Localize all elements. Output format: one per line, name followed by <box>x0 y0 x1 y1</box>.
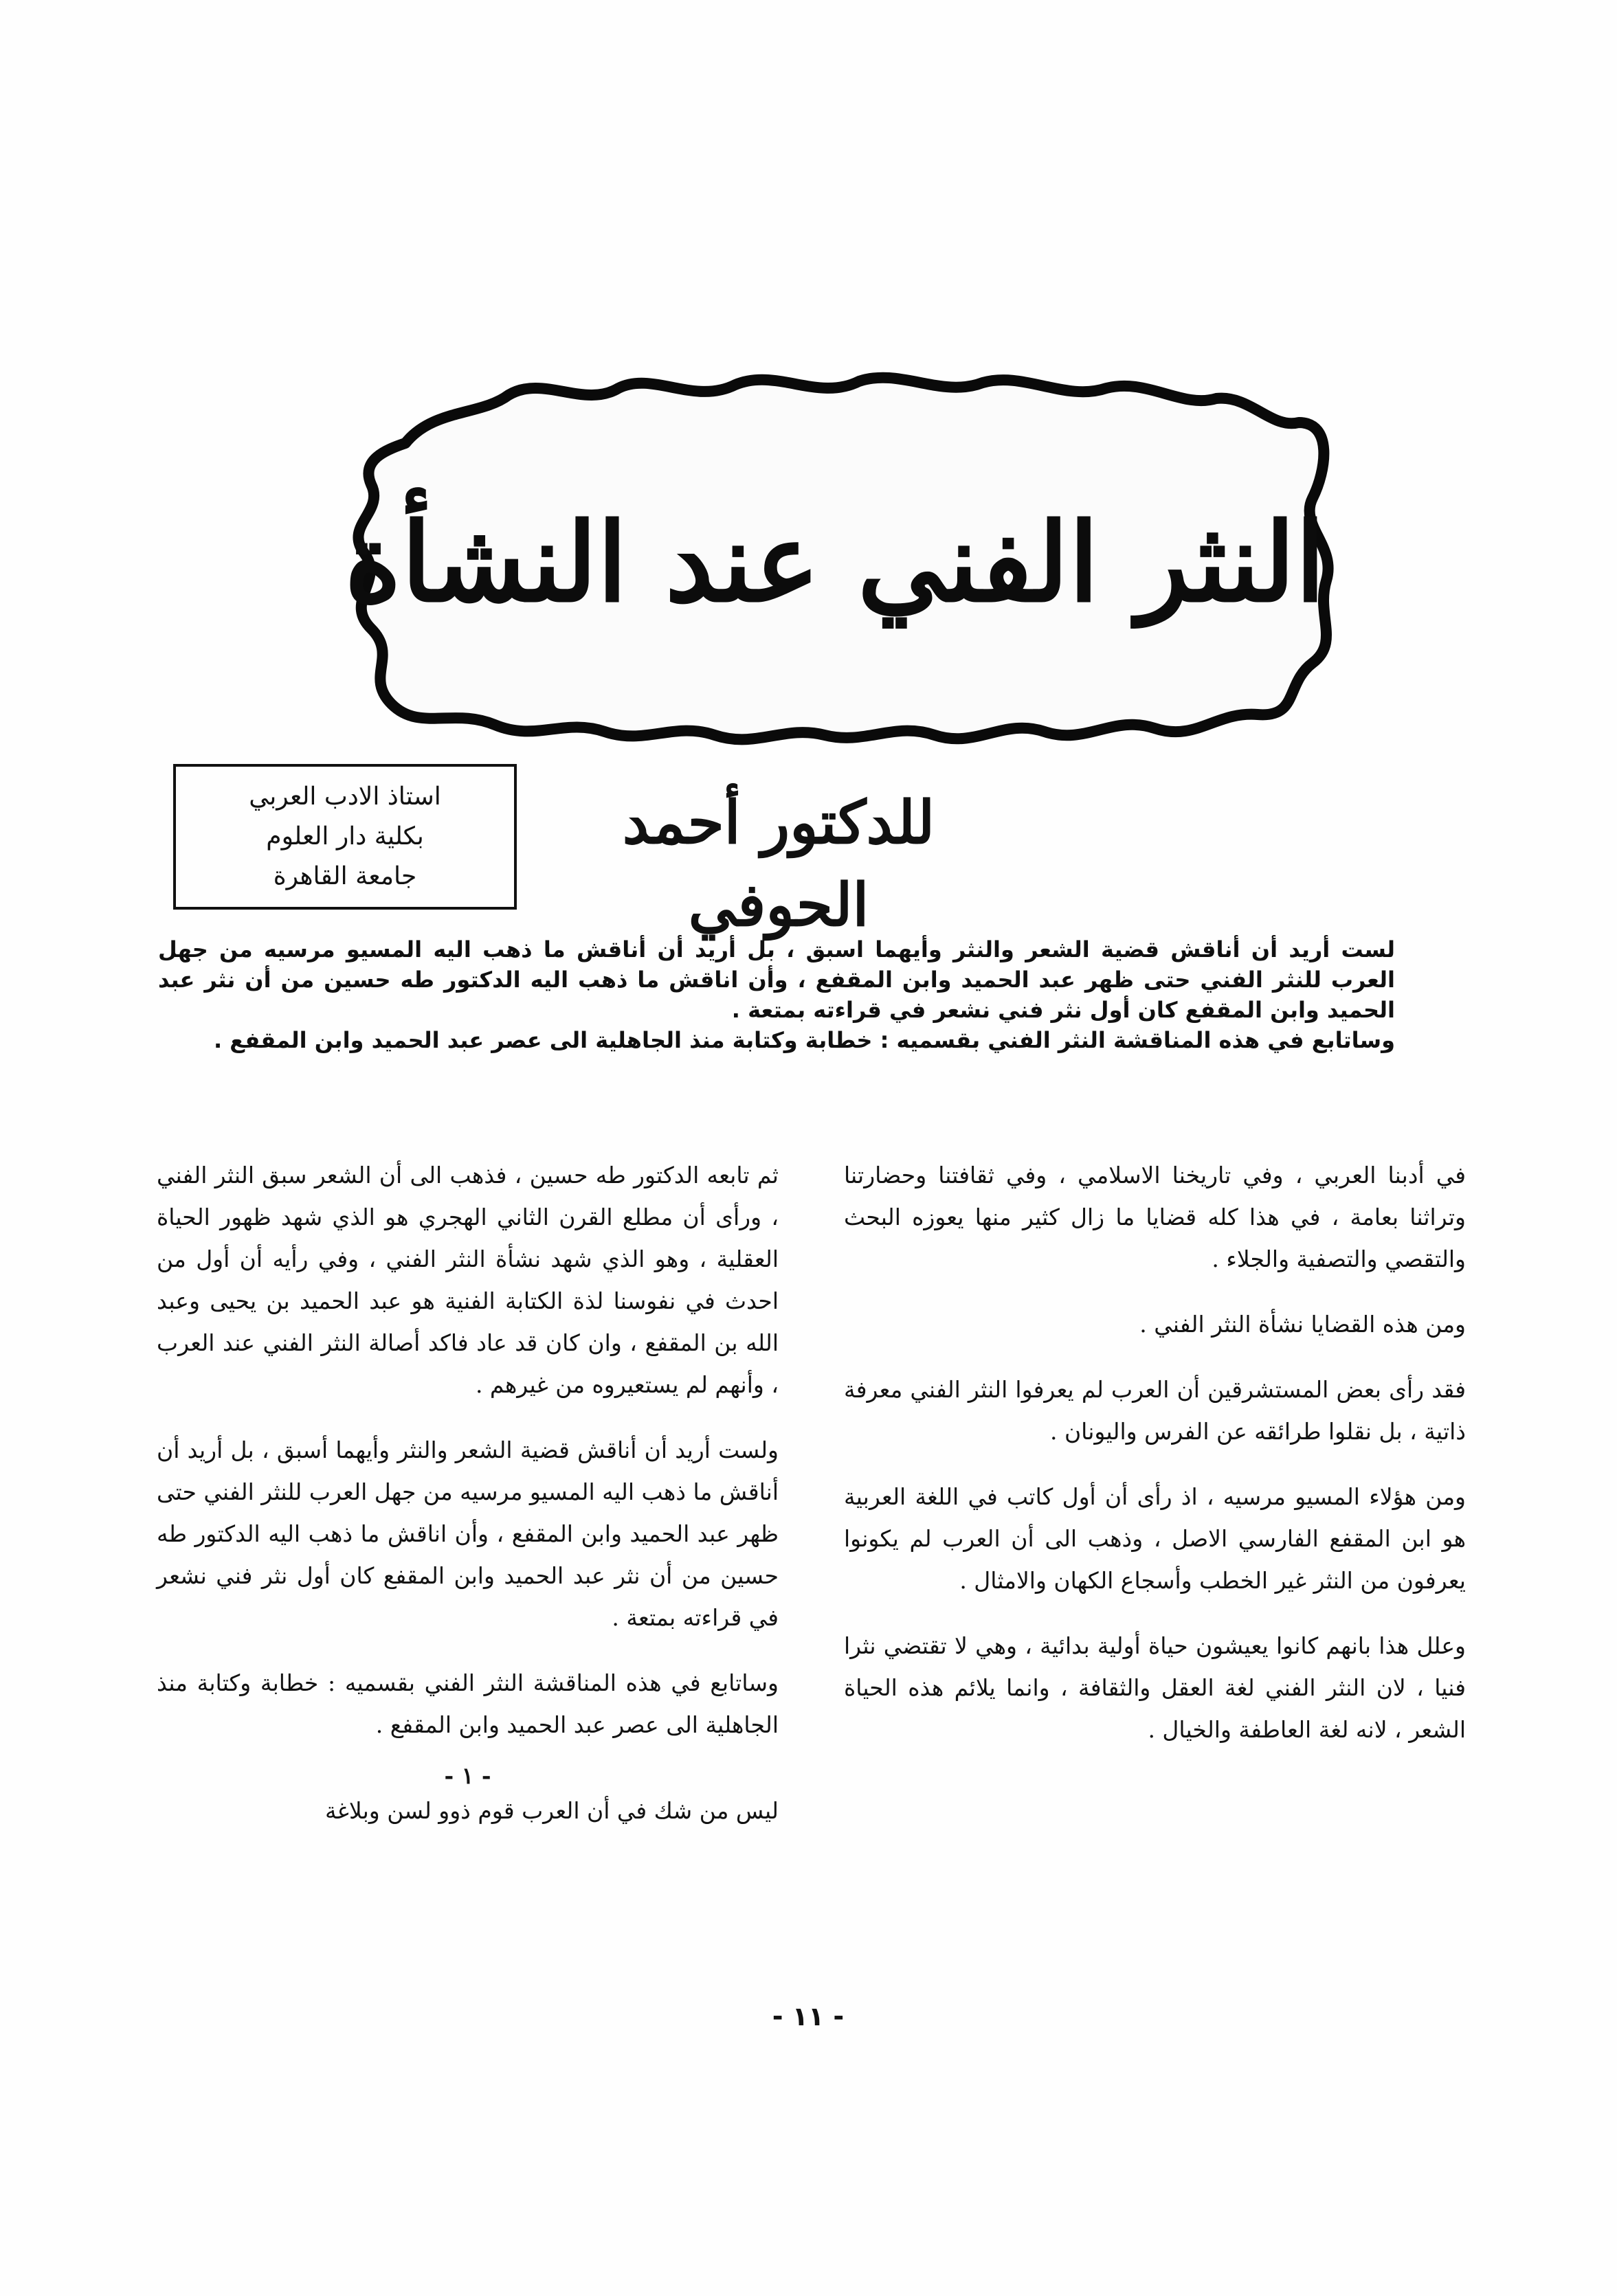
paragraph: ومن هؤلاء المسيو مرسيه ، اذ رأى أن أول كاتب في اللغة العربية هو ابن المقفع الفارسي الاصل ، وذهب الى أن العرب لم يكونوا يعرفون من النثر غير الخطب وأسجاع الكهان والامثال . <box>844 1483 1466 1594</box>
abstract <box>158 934 1395 1055</box>
section-number: - ١ - <box>444 1762 491 1789</box>
title-cloud <box>323 368 1347 752</box>
article-title: النثر الفني عند النشأة <box>344 499 1326 627</box>
paragraph: في أدبنا العربي ، وفي تاريخنا الاسلامي ، وفي ثقافتنا وحضارتنا وتراثنا بعامة ، في هذا كله قضايا ما زال كثير منها يعوزه البحث والتقصي والتصفية والجلاء . <box>844 1162 1466 1272</box>
body-column-right <box>844 1154 1466 1774</box>
abstract-paragraph: لست أريد أن أناقش قضية الشعر والنثر وأيهما اسبق ، بل أريد أن أناقش ما ذهب اليه المسيو مرسيه من جهل العرب للنثر الفني حتى ظهر عبد الحميد وابن المقفع ، وأن اناقش ما ذهب اليه الدكتور طه حسين من أن نثر عبد الحميد وابن المقفع كان أول نثر فني نشعر في قراءته بمتعة . <box>158 936 1395 1023</box>
page-number: - ١١ - <box>772 2001 845 2031</box>
paragraph: ليس من شك في أن العرب قوم ذوو لسن وبلاغة <box>324 1797 779 1824</box>
paragraph: وعلل هذا بانهم كانوا يعيشون حياة أولية بدائية ، وهي لا تقتضي نثرا فنيا ، لان النثر الفني لغة العقل والثقافة ، وانما يلائم هذه الحياة الشعر ، لانه لغة العاطفة والخيال . <box>844 1632 1466 1743</box>
affiliation-line: جامعة القاهرة <box>273 862 417 890</box>
body-column-left <box>157 1154 779 1855</box>
author-name: للدكتور أحمد الحوفي <box>622 788 935 940</box>
paragraph: ولست أريد أن أناقش قضية الشعر والنثر وأيهما أسبق ، بل أريد أن أناقش ما ذهب اليه المسيو مرسيه من جهل العرب للنثر الفني حتى ظهر عبد الحميد وابن المقفع ، وأن اناقش ما ذهب اليه الدكتور طه حسين من أن نثر عبد الحميد وابن المقفع كان أول نثر فني نشعر في قراءته بمتعة . <box>157 1437 779 1631</box>
paragraph: فقد رأى بعض المستشرقين أن العرب لم يعرفوا النثر الفني معرفة ذاتية ، بل نقلوا طرائقه عن الفرس واليونان . <box>844 1376 1466 1445</box>
author-affiliation-box <box>173 764 517 910</box>
affiliation-line: بكلية دار العلوم <box>266 822 424 851</box>
paragraph: ثم تابعه الدكتور طه حسين ، فذهب الى أن الشعر سبق النثر الفني ، ورأى أن مطلع القرن الثاني الهجري هو الذي شهد ظهور الحياة العقلية ، وهو الذي شهد نشأة النثر الفني ، وفي رأيه أن أول من احدث في نفوسنا لذة الكتابة الفنية هو عبد الحميد بن يحيى وعبد الله بن المقفع ، وان كان قد عاد فاكد أصالة النثر الفني عند العرب ، وأنهم لم يستعيروه من غيرهم . <box>157 1162 779 1398</box>
paragraph: ومن هذه القضايا نشأة النثر الفني . <box>1139 1311 1466 1338</box>
abstract-paragraph: وساتابع في هذه المناقشة النثر الفني بقسميه : خطابة وكتابة منذ الجاهلية الى عصر عبد الحميد وابن المقفع . <box>213 1027 1395 1053</box>
affiliation-line: استاذ الادب العربي <box>249 783 441 811</box>
paragraph: وساتابع في هذه المناقشة النثر الفني بقسميه : خطابة وكتابة منذ الجاهلية الى عصر عبد الحميد وابن المقفع . <box>157 1669 779 1738</box>
